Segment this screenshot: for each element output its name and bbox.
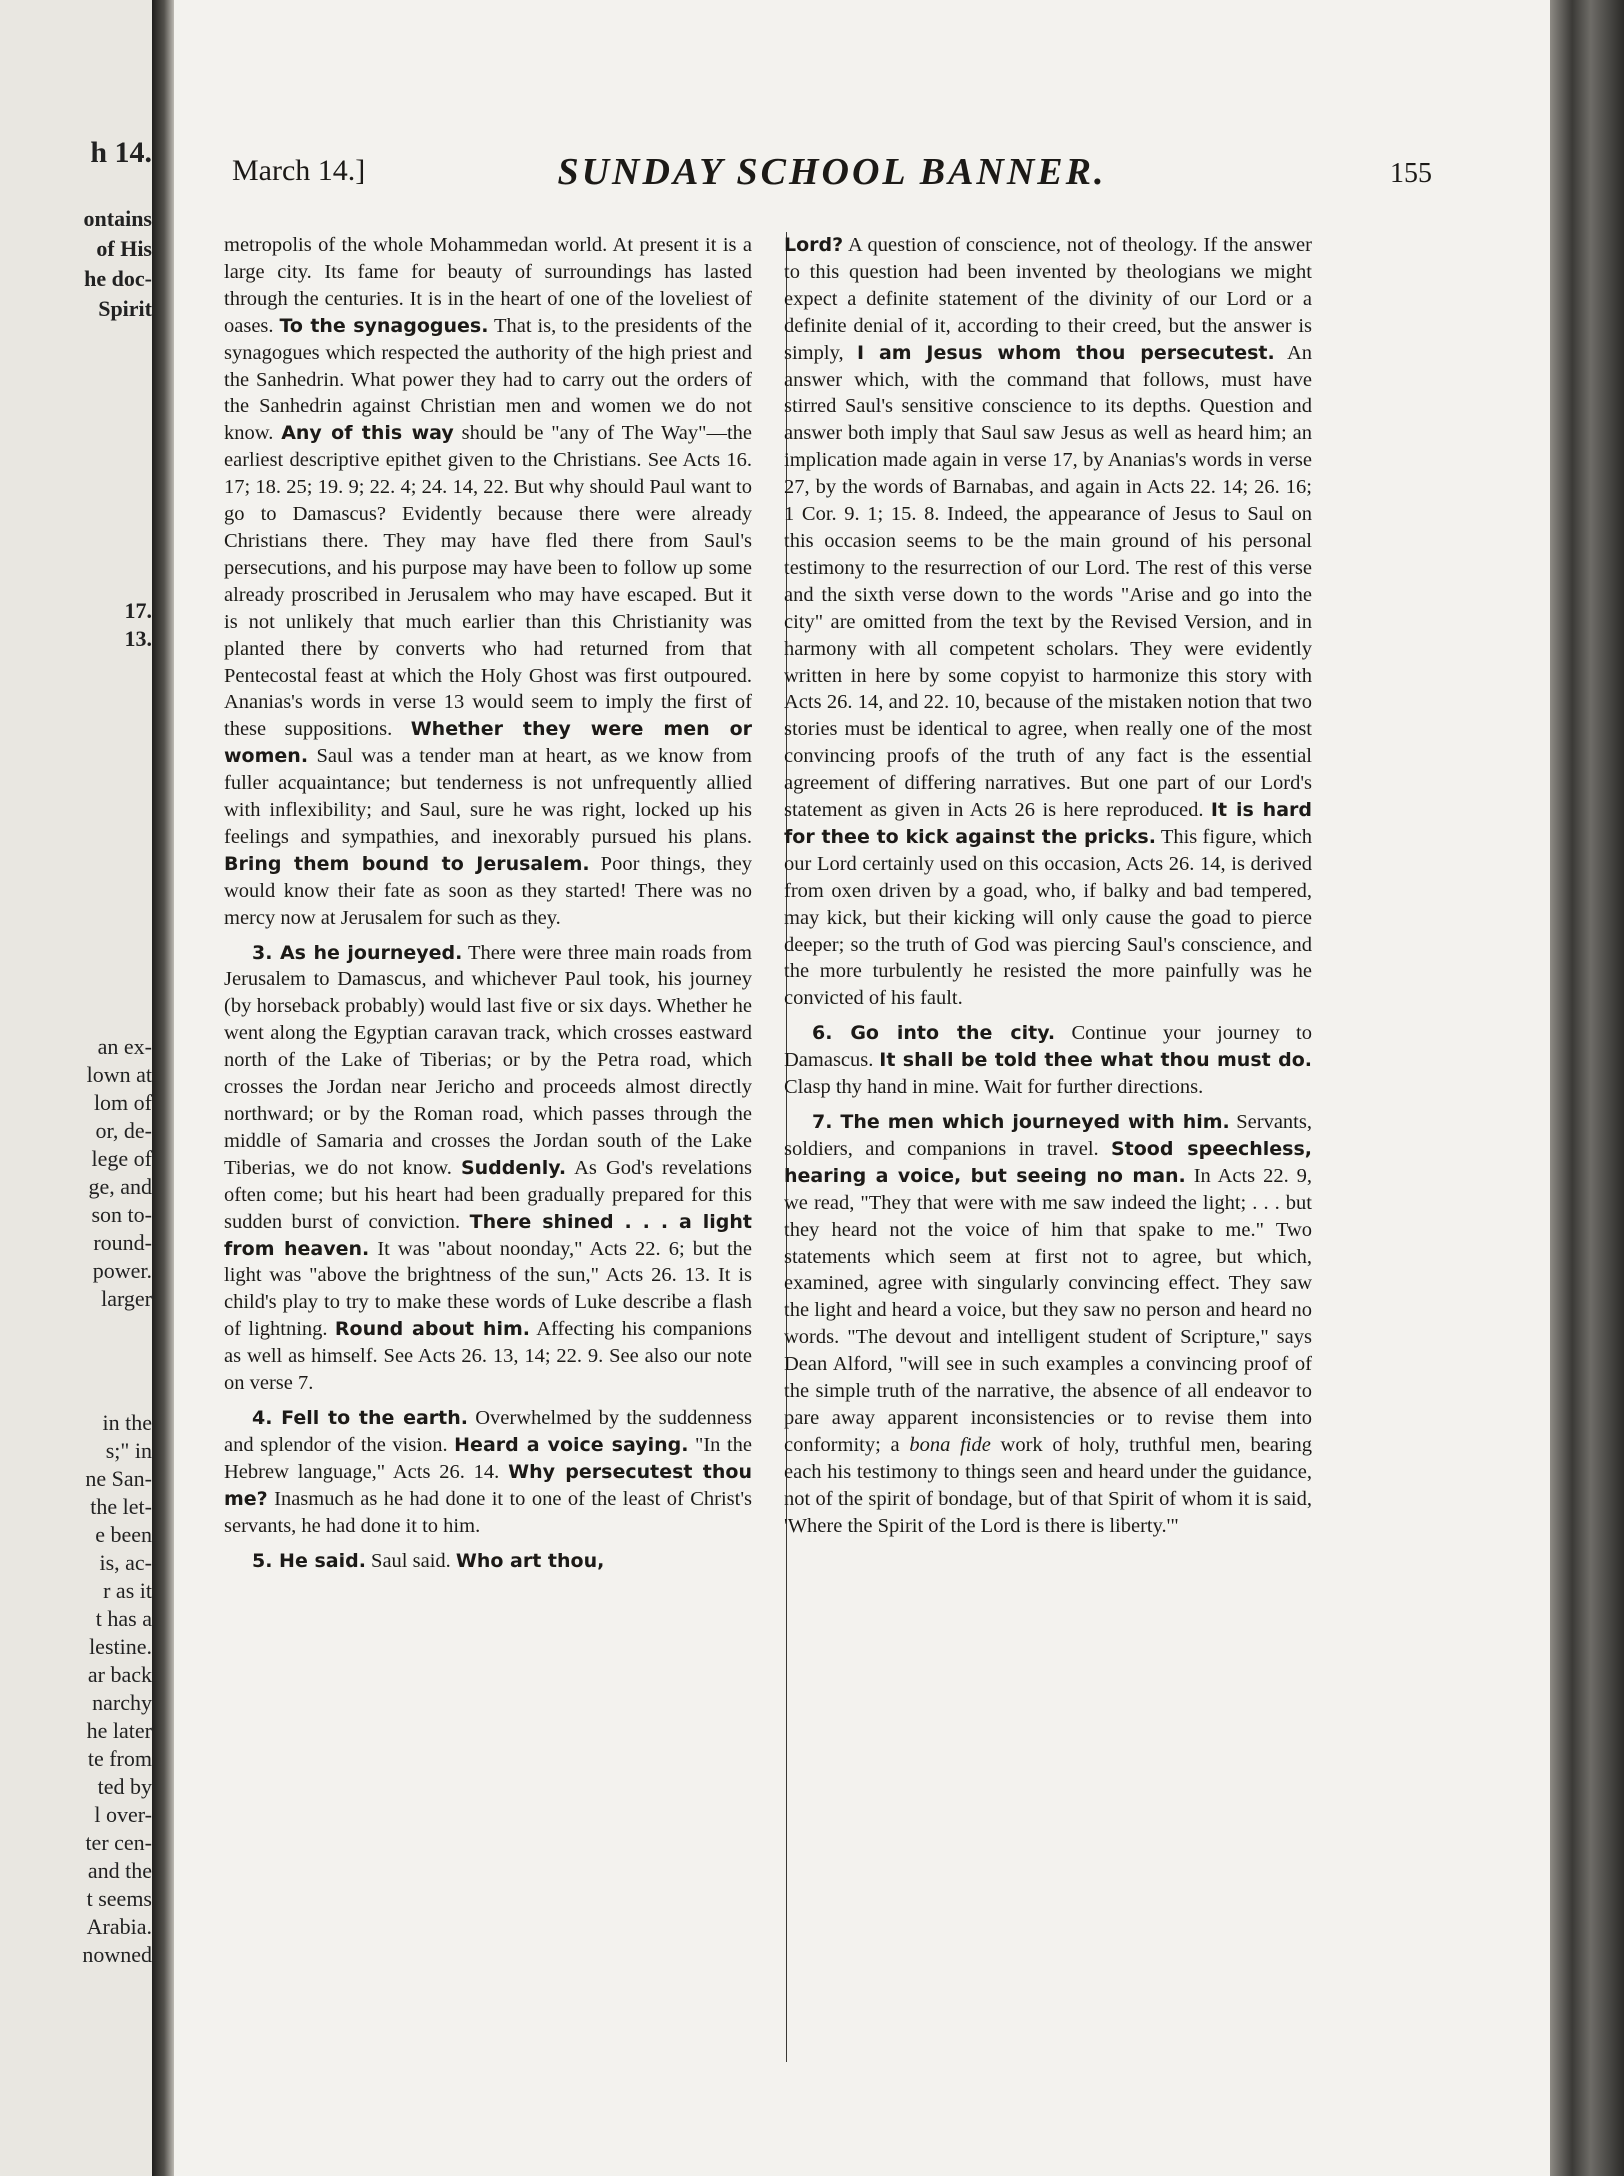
- margin-text-line: son to-: [91, 1202, 152, 1227]
- margin-text-line: in the: [102, 1410, 152, 1435]
- bold-phrase: Stood speechless, hearing a voice, but seeing no man.: [784, 1137, 1312, 1187]
- bold-phrase: Lord?: [784, 234, 844, 256]
- bold-phrase: Round about him.: [334, 1318, 530, 1341]
- margin-text-line: lege of: [91, 1146, 152, 1171]
- paragraph: [784, 1109, 1312, 1540]
- text-run: "In the Hebrew language," Acts 26. 14.: [224, 1433, 752, 1483]
- italic-phrase: bona fide: [909, 1433, 991, 1456]
- paragraph: [784, 1020, 1312, 1101]
- margin-text-line: power.: [92, 1258, 152, 1283]
- margin-text-line: of His: [96, 236, 152, 261]
- margin-text-line: larger: [101, 1286, 152, 1311]
- text-run: Saul said.: [365, 1549, 456, 1572]
- margin-text-line: lestine.: [89, 1634, 152, 1659]
- page: [174, 0, 1550, 2176]
- adjacent-page-fragment: [0, 0, 152, 2176]
- margin-text-line: ge, and: [88, 1174, 152, 1199]
- margin-text-line: lown at: [86, 1062, 152, 1087]
- running-header: [232, 150, 1432, 200]
- text-run: should be "any of The Way"—the earliest descriptive epithet given to the Christians. See Acts 16. 17; 18. 25; 19. 9; 22. 4; 24. 14, 22. But why should Paul want to go to Damascus? Evidently because there were already Christians there. They may have fled there from Saul's persecutions, and his purpose may have been to follow up some already proscribed in Jerusalem who may have escaped. But it is not unlikely that much earlier than this Christianity was planted there by converts who had returned from that Pentecostal feast at which the Holy Ghost was first outpoured. Ananias's words in verse 13 would seem to imply the first of these suppositions.: [224, 422, 752, 741]
- bold-phrase: Any of this way: [281, 422, 454, 445]
- right-column: [784, 232, 1312, 1540]
- margin-text-line: e been: [95, 1522, 152, 1547]
- text-run: It was "about noonday," Acts 22. 6; but the light was "above the brightness of the sun," Acts 26. 13. It is child's play to try to make these words of Luke describe a flash of lightning.: [224, 1237, 752, 1341]
- bold-phrase: To the synagogues.: [279, 314, 489, 337]
- bold-phrase: Heard a voice saying.: [454, 1433, 689, 1456]
- bold-phrase: 4. Fell to the earth.: [252, 1406, 468, 1429]
- bold-phrase: Who art thou,: [455, 1549, 605, 1572]
- margin-text-line: r as it: [103, 1578, 152, 1603]
- margin-text-line: nowned: [82, 1942, 152, 1967]
- margin-text-line: h 14.: [90, 140, 152, 166]
- text-run: Poor things, they would know their fate as soon as they started! There was no mercy now at Jerusalem for such as they.: [224, 852, 752, 929]
- text-run: There were three main roads from Jerusalem to Damascus, and whichever Paul took, his journey (by horseback probably) would last five or six days. Whether he went along the Egyptian caravan track, which crosses eastward north of the Lake of Tiberias; or by the Petra road, which crosses the Jordan near Jericho and proceeds almost directly northward; or by the Roman road, which passes through the middle of Samaria and crosses the Jordan south of the Lake Tiberias, we do not know.: [224, 941, 752, 1179]
- text-run: Saul was a tender man at heart, as we know from fuller acquaintance; but tenderness is not unfrequently allied with inflexibility; and Saul, sure he was right, locked up his feelings and sympathies, and inexorably pursued his plans.: [224, 745, 752, 848]
- paragraph: [224, 1405, 752, 1540]
- header-title: SUNDAY SCHOOL BANNER.: [557, 151, 1107, 193]
- bold-phrase: I am Jesus whom thou persecutest.: [857, 341, 1275, 364]
- text-run: In Acts 22. 9, we read, "They that were with me saw indeed the light; . . . but they heard not the voice of him that spake to me." Two statements which seem at first not to agree, but which, examined, agree with singularly convincing effect. They saw the light and heard a voice, but they saw no person and heard no words. "The devout and intelligent student of Scripture," says Dean Alford, "will see in such examples a convincing proof of the simple truth of the narrative, the absence of all endeavor to pare away apparent inconsistencies or to revise them into conformity; a: [784, 1164, 1312, 1456]
- text-run: Continue your journey to Damascus.: [784, 1022, 1312, 1072]
- margin-text-line: ted by: [97, 1774, 152, 1799]
- paragraph: [784, 232, 1312, 1012]
- margin-text-line: t seems: [86, 1886, 152, 1911]
- bold-phrase: 6. Go into the city.: [812, 1022, 1056, 1045]
- bold-phrase: It is hard for thee to kick against the pricks.: [784, 799, 1312, 848]
- header-date: March 14.]: [232, 154, 366, 187]
- paragraph: [224, 232, 752, 932]
- text-run: That is, to the presidents of the synagogues which respected the authority of the high priest and the Sanhedrin. What power they had to carry out the orders of the Sanhedrin against Christian men and women we do not know.: [224, 314, 753, 445]
- margin-text-line: and the: [87, 1858, 152, 1883]
- margin-text-line: ar back: [87, 1662, 152, 1687]
- margin-text-line: 13.: [124, 626, 152, 651]
- margin-text-line: the let-: [90, 1494, 152, 1519]
- margin-text-line: ter cen-: [85, 1830, 152, 1855]
- bold-phrase: There shined . . . a light from heaven.: [224, 1210, 752, 1260]
- margin-text-line: l over-: [94, 1802, 152, 1827]
- page-number: 155: [1390, 158, 1432, 189]
- bold-phrase: Bring them bound to Jerusalem.: [224, 852, 590, 875]
- margin-text-line: t has a: [95, 1606, 152, 1631]
- book-gutter: [152, 0, 174, 2176]
- text-run: Servants, soldiers, and companions in travel.: [784, 1111, 1312, 1160]
- text-run: As God's revelations often come; but his heart had been gradually prepared for this sudden burst of conviction.: [224, 1156, 752, 1233]
- text-run: Affecting his companions as well as himself. See Acts 26. 13, 14; 22. 9. See also our note on verse 7.: [224, 1318, 752, 1395]
- bold-phrase: 3. As he journeyed.: [252, 941, 463, 964]
- text-run: work of holy, truthful men, bearing each his testimony to things seen and heard under the guidance, not of the spirit of bondage, but of that Spirit of whom it is said, 'Where the Spirit of the Lord is there is liberty.'": [784, 1433, 1312, 1537]
- bold-phrase: Why persecutest thou me?: [224, 1460, 752, 1510]
- margin-text-line: 17.: [124, 598, 152, 623]
- bold-phrase: Suddenly.: [460, 1156, 567, 1179]
- text-run: Clasp thy hand in mine. Wait for further directions.: [784, 1076, 1204, 1099]
- paragraph: [224, 940, 752, 1397]
- margin-text-line: s;" in: [105, 1438, 152, 1463]
- margin-text-line: an ex-: [97, 1034, 152, 1059]
- margin-text-line: te from: [87, 1746, 152, 1771]
- text-run: Inasmuch as he had done it to one of the least of Christ's servants, he had done it to him.: [224, 1487, 752, 1537]
- text-run: This figure, which our Lord certainly used on this occasion, Acts 26. 14, is derived from oxen driven by a goad, who, if balky and bad tempered, may kick, but their kicking will only cause the goad to pierce deeper; so the truth of God was piercing Saul's conscience, and the more turbulently he resisted the more painfully was he convicted of his fault.: [784, 825, 1312, 1010]
- margin-text-line: round-: [93, 1230, 152, 1255]
- text-run: A question of conscience, not of theology. If the answer to this question had been invented by theologians we might expect a definite statement of the divinity of our Lord or a definite denial of it, according to their creed, but the answer is simply,: [784, 234, 1312, 364]
- bold-phrase: Whether they were men or women.: [224, 718, 752, 768]
- text-run: metropolis of the whole Mohammedan world. At present it is a large city. Its fame for beauty of surroundings has lasted through the centuries. It is in the heart of one of the loveliest of oases.: [224, 234, 752, 337]
- text-run: An answer which, with the command that follows, must have stirred Saul's sensitive conscience to its depths. Question and answer both imply that Saul saw Jesus as well as heard him; an implication made again in verse 17, by Ananias's words in verse 27, by the words of Barnabas, and again in Acts 22. 14; 26. 16; 1 Cor. 9. 1; 15. 8. Indeed, the appearance of Jesus to Saul on this occasion seems to be the main ground of his personal testimony to the resurrection of our Lord. The rest of this verse and the sixth verse down to the words "Arise and go into the city" are omitted from the text by the Revised Version, and in harmony with all competent scholars. They were evidently written in here by some copyist to harmonize this story with Acts 26. 14, and 22. 10, because of the mistaken notion that two stories must be identical to agree, when really one of the most convincing proofs of the truth of any fact is the essential agreement of differing narratives. But one part of our Lord's statement as given in Acts 26 is here reproduced.: [784, 341, 1312, 822]
- margin-text-line: is, ac-: [99, 1550, 152, 1575]
- margin-text-line: Spirit: [98, 296, 152, 321]
- bold-phrase: It shall be told thee what thou must do.: [879, 1049, 1312, 1072]
- margin-text-line: he doc-: [84, 266, 152, 291]
- margin-text-line: ne San-: [85, 1466, 152, 1491]
- bold-phrase: 7. The men which journeyed with him.: [812, 1111, 1230, 1133]
- margin-text-line: lom of: [93, 1090, 152, 1115]
- paragraph: [224, 1548, 752, 1575]
- page-edge: [1550, 0, 1624, 2176]
- margin-text-line: or, de-: [95, 1118, 152, 1143]
- margin-text-line: he later: [86, 1718, 152, 1743]
- margin-text-line: Arabia.: [86, 1914, 152, 1939]
- bold-phrase: 5. He said.: [252, 1549, 366, 1572]
- margin-text-line: ontains: [83, 206, 152, 231]
- left-column: [224, 232, 752, 1574]
- text-run: Overwhelmed by the suddenness and splendor of the vision.: [224, 1406, 752, 1456]
- margin-text-line: narchy: [92, 1690, 152, 1715]
